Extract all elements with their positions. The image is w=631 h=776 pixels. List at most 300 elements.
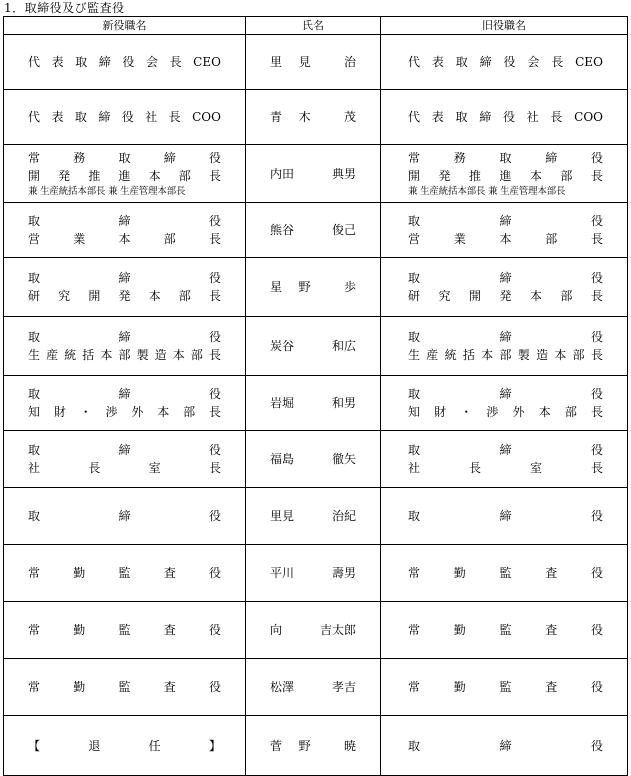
- title-glyph: 代: [28, 110, 41, 124]
- title-glyph: 常: [28, 150, 41, 165]
- new-title-cell: [4, 145, 246, 203]
- title-glyph: 監: [499, 680, 512, 694]
- title-glyph: CEO: [575, 55, 603, 69]
- name-part: 見: [298, 55, 311, 69]
- name-part: 野: [298, 280, 311, 294]
- new-title-cell: [4, 203, 246, 258]
- title-glyph: 監: [499, 623, 512, 637]
- title-glyph: 本: [554, 348, 567, 362]
- new-title-cell: [4, 317, 246, 376]
- new-title-cell: [4, 35, 246, 90]
- name-cell: [246, 431, 381, 488]
- title-glyph: 取: [455, 55, 468, 69]
- name-cell: [246, 602, 381, 659]
- title-glyph: 勤: [453, 623, 466, 637]
- title-glyph: 本: [148, 168, 161, 183]
- title-glyph: 長: [590, 168, 603, 183]
- title-glyph: 監: [499, 566, 512, 580]
- name-part: 岩堀: [270, 396, 295, 410]
- old-title-line: [408, 678, 603, 696]
- name-part: 星: [270, 280, 283, 294]
- title-glyph: 長: [169, 55, 182, 69]
- old-title-line: [408, 403, 603, 421]
- title-glyph: 長: [208, 348, 221, 362]
- new-title-block: [4, 149, 245, 199]
- name-cell: [246, 35, 381, 90]
- title-glyph: 外: [512, 405, 525, 419]
- title-glyph: 締: [98, 55, 111, 69]
- old-title-block: [381, 385, 627, 421]
- new-title-line: [28, 403, 221, 421]
- title-glyph: 役: [590, 387, 603, 401]
- old-title-cell: [381, 90, 628, 145]
- old-title-block: [381, 212, 627, 248]
- old-title-cell: [381, 431, 628, 488]
- title-glyph: 長: [468, 461, 481, 475]
- name-part: 茂: [343, 110, 356, 124]
- new-title-line: [28, 459, 221, 477]
- title-glyph: 役: [121, 110, 134, 124]
- name-part: 歩: [343, 280, 356, 294]
- new-title-cell: [4, 488, 246, 545]
- title-glyph: 長: [208, 232, 221, 246]
- title-glyph: 査: [545, 680, 558, 694]
- title-glyph: 発: [118, 289, 131, 303]
- person-name: [270, 678, 356, 696]
- table-row: [4, 376, 628, 431]
- title-glyph: 締: [118, 443, 131, 457]
- title-glyph: 長: [550, 110, 563, 124]
- new-title-line: [28, 328, 221, 346]
- name-cell: [246, 317, 381, 376]
- title-glyph: 締: [118, 387, 131, 401]
- header-old-title: 旧役職名: [381, 17, 628, 35]
- name-part: 治紀: [331, 509, 356, 523]
- old-title-cell: [381, 488, 628, 545]
- title-glyph: 取: [408, 330, 421, 344]
- title-glyph: 務: [73, 150, 86, 165]
- table-row: [4, 35, 628, 90]
- name-part: 熊谷: [270, 223, 295, 237]
- title-glyph: 渉: [486, 405, 499, 419]
- old-title-line: [408, 564, 603, 582]
- title-glyph: 括: [82, 348, 95, 362]
- title-glyph: 締: [545, 150, 558, 165]
- new-title-line: [28, 441, 221, 459]
- new-title-line: [28, 564, 221, 582]
- title-glyph: 本: [529, 168, 542, 183]
- title-glyph: 部: [572, 348, 585, 362]
- table-row: [4, 203, 628, 258]
- title-glyph: 産: [46, 348, 59, 362]
- new-title-line: [28, 287, 221, 305]
- name-part: 壽男: [331, 566, 356, 580]
- title-glyph: 社: [408, 461, 421, 475]
- name-part: 木: [298, 110, 311, 124]
- old-title-line: [408, 737, 603, 755]
- title-glyph: 【: [28, 738, 41, 753]
- title-glyph: 勤: [453, 566, 466, 580]
- title-glyph: 長: [208, 461, 221, 475]
- title-glyph: 財: [434, 405, 447, 419]
- title-glyph: 発: [438, 168, 451, 183]
- title-glyph: 常: [28, 680, 41, 694]
- title-glyph: 表: [431, 110, 444, 124]
- title-glyph: 部: [564, 405, 577, 419]
- new-title-line: [28, 53, 221, 71]
- title-glyph: 室: [529, 461, 542, 475]
- title-glyph: 査: [163, 566, 176, 580]
- new-title-line: [28, 385, 221, 403]
- title-glyph: 長: [590, 461, 603, 475]
- title-glyph: 役: [590, 680, 603, 694]
- person-name: [270, 278, 356, 296]
- title-glyph: 役: [590, 443, 603, 457]
- title-glyph: 業: [73, 232, 86, 246]
- title-glyph: 常: [408, 566, 421, 580]
- title-glyph: 査: [163, 680, 176, 694]
- old-title-block: [381, 737, 627, 755]
- table-row: [4, 602, 628, 659]
- old-title-line: [408, 621, 603, 639]
- old-title-block: [381, 507, 627, 525]
- new-title-line: [28, 346, 221, 364]
- person-name: [270, 394, 356, 412]
- name-part: 里: [270, 55, 283, 69]
- name-part: 炭谷: [270, 339, 295, 353]
- title-glyph: 締: [118, 271, 131, 285]
- title-glyph: 本: [148, 289, 161, 303]
- new-title-block: [4, 621, 245, 639]
- title-glyph: 究: [438, 289, 451, 303]
- title-glyph: 取: [499, 150, 512, 165]
- title-glyph: 締: [499, 271, 512, 285]
- title-glyph: 取: [28, 271, 41, 285]
- table-row: [4, 90, 628, 145]
- old-title-block: [381, 53, 627, 71]
- title-glyph: 営: [408, 232, 421, 246]
- old-title-cell: [381, 376, 628, 431]
- title-glyph: 常: [408, 680, 421, 694]
- title-glyph: 部: [545, 232, 558, 246]
- title-glyph: 取: [28, 509, 41, 523]
- title-glyph: 役: [208, 150, 221, 165]
- person-name: [270, 337, 356, 355]
- new-title-cell: [4, 376, 246, 431]
- title-glyph: 取: [408, 509, 421, 523]
- person-name: [270, 737, 356, 755]
- old-title-block: [381, 108, 627, 126]
- new-title-block: [4, 385, 245, 421]
- title-glyph: 取: [75, 55, 88, 69]
- old-title-line: [408, 385, 603, 403]
- old-title-line: [408, 441, 603, 459]
- title-glyph: 締: [479, 55, 492, 69]
- new-title-cell: [4, 431, 246, 488]
- person-name: [270, 108, 356, 126]
- title-glyph: 監: [118, 623, 131, 637]
- title-glyph: 締: [499, 509, 512, 523]
- title-glyph: 任: [148, 738, 161, 753]
- title-glyph: 括: [462, 348, 475, 362]
- new-title-block: [4, 212, 245, 248]
- old-title-line: [408, 507, 603, 525]
- name-part: 野: [298, 738, 311, 753]
- title-glyph: 取: [408, 738, 421, 753]
- old-title-line: [408, 167, 603, 185]
- old-title-cell: [381, 203, 628, 258]
- title-glyph: 部: [499, 348, 512, 362]
- name-part: 孝吉: [331, 680, 356, 694]
- title-glyph: ・: [79, 405, 92, 419]
- old-title-cell: [381, 545, 628, 602]
- title-glyph: 取: [455, 110, 468, 124]
- title-glyph: 会: [527, 55, 540, 69]
- title-glyph: 役: [122, 55, 135, 69]
- title-glyph: 部: [178, 168, 191, 183]
- old-title-note: 兼 生産統括本部長 兼 生産管理本部長: [408, 185, 566, 197]
- name-part: 俊己: [331, 223, 356, 237]
- name-cell: [246, 488, 381, 545]
- title-glyph: 表: [51, 55, 64, 69]
- title-glyph: 開: [28, 168, 41, 183]
- title-glyph: 長: [88, 461, 101, 475]
- table-row: [4, 317, 628, 376]
- old-title-block: [381, 269, 627, 305]
- title-glyph: 査: [545, 623, 558, 637]
- title-glyph: 長: [208, 168, 221, 183]
- title-glyph: 推: [468, 168, 481, 183]
- new-title-block: [4, 328, 245, 364]
- title-glyph: 本: [118, 232, 131, 246]
- table-row: [4, 431, 628, 488]
- name-part: 内田: [270, 166, 295, 181]
- title-glyph: 外: [131, 405, 144, 419]
- new-title-block: [4, 108, 245, 126]
- new-title-block: [4, 678, 245, 696]
- old-title-cell: [381, 602, 628, 659]
- old-title-block: [381, 678, 627, 696]
- title-glyph: 勤: [73, 680, 86, 694]
- title-glyph: 社: [526, 110, 539, 124]
- title-glyph: 取: [408, 271, 421, 285]
- title-glyph: 役: [590, 566, 603, 580]
- new-title-block: [4, 564, 245, 582]
- title-glyph: 役: [208, 680, 221, 694]
- title-glyph: 本: [538, 405, 551, 419]
- new-title-cell: [4, 258, 246, 317]
- old-title-line: [408, 230, 603, 248]
- title-glyph: 推: [88, 168, 101, 183]
- title-glyph: ・: [460, 405, 473, 419]
- new-title-note: 兼 生産統括本部長 兼 生産管理本部長: [28, 185, 186, 197]
- title-glyph: 役: [590, 150, 603, 165]
- title-glyph: 取: [28, 443, 41, 457]
- new-title-block: [4, 441, 245, 477]
- new-title-line: [28, 737, 221, 755]
- new-title-line: [28, 167, 221, 185]
- title-glyph: 役: [590, 738, 603, 753]
- name-part: 菅: [270, 738, 283, 753]
- title-glyph: 役: [590, 623, 603, 637]
- old-title-block: [381, 564, 627, 582]
- new-title-block: [4, 507, 245, 525]
- title-glyph: 監: [118, 566, 131, 580]
- title-glyph: 締: [118, 509, 131, 523]
- new-title-cell: [4, 659, 246, 716]
- title-glyph: 究: [58, 289, 71, 303]
- old-title-line: [408, 149, 603, 167]
- name-cell: [246, 659, 381, 716]
- new-title-line: [28, 212, 221, 230]
- title-glyph: 査: [545, 566, 558, 580]
- name-part: 徹矢: [331, 452, 356, 466]
- title-glyph: 締: [98, 110, 111, 124]
- title-glyph: 生: [28, 348, 41, 362]
- title-glyph: 部: [118, 348, 131, 362]
- title-glyph: 代: [408, 110, 421, 124]
- name-part: 里見: [270, 509, 295, 523]
- name-part: 典男: [331, 166, 356, 181]
- table-header-row: [4, 17, 628, 35]
- old-title-line: [408, 53, 603, 71]
- title-glyph: 本: [100, 348, 113, 362]
- title-glyph: COO: [192, 110, 221, 124]
- title-glyph: COO: [574, 110, 603, 124]
- name-part: 和広: [331, 339, 356, 353]
- title-glyph: 締: [163, 150, 176, 165]
- title-glyph: 社: [28, 461, 41, 475]
- new-title-block: [4, 737, 245, 755]
- title-glyph: 役: [208, 214, 221, 228]
- title-glyph: 取: [28, 387, 41, 401]
- new-title-cell: [4, 90, 246, 145]
- officer-table: [3, 16, 628, 776]
- title-glyph: 発: [499, 289, 512, 303]
- title-glyph: 製: [517, 348, 530, 362]
- title-glyph: 取: [408, 387, 421, 401]
- title-glyph: 査: [163, 623, 176, 637]
- title-glyph: 進: [118, 168, 131, 183]
- title-glyph: CEO: [193, 55, 221, 69]
- title-glyph: 本: [157, 405, 170, 419]
- title-glyph: 役: [590, 271, 603, 285]
- title-glyph: 役: [208, 509, 221, 523]
- title-glyph: 長: [208, 289, 221, 303]
- new-title-line: [28, 269, 221, 287]
- title-glyph: 取: [118, 150, 131, 165]
- person-name: [270, 450, 356, 468]
- title-glyph: 締: [499, 443, 512, 457]
- title-glyph: 渉: [105, 405, 118, 419]
- title-glyph: 部: [190, 348, 203, 362]
- old-title-block: [381, 328, 627, 364]
- title-glyph: 締: [118, 214, 131, 228]
- old-title-line: [408, 212, 603, 230]
- name-part: 治: [343, 55, 356, 69]
- title-glyph: 産: [426, 348, 439, 362]
- table-row: [4, 659, 628, 716]
- title-glyph: 締: [118, 330, 131, 344]
- title-glyph: 取: [408, 214, 421, 228]
- table-row: [4, 545, 628, 602]
- table-row: [4, 145, 628, 203]
- person-name: [270, 507, 356, 525]
- header-new-title: 新役職名: [4, 17, 246, 35]
- new-title-line: [28, 507, 221, 525]
- person-name: [270, 621, 356, 639]
- new-title-line: [28, 149, 221, 167]
- title-glyph: 役: [503, 55, 516, 69]
- name-part: 和男: [331, 396, 356, 410]
- title-glyph: 部: [560, 168, 573, 183]
- title-glyph: 室: [148, 461, 161, 475]
- new-title-cell: [4, 545, 246, 602]
- title-glyph: 勤: [73, 623, 86, 637]
- title-glyph: 造: [154, 348, 167, 362]
- title-glyph: 締: [479, 110, 492, 124]
- title-glyph: 監: [118, 680, 131, 694]
- old-title-line: [408, 269, 603, 287]
- title-glyph: 部: [183, 405, 196, 419]
- old-title-block: [381, 149, 627, 199]
- name-cell: [246, 90, 381, 145]
- new-title-block: [4, 269, 245, 305]
- name-cell: [246, 376, 381, 431]
- title-glyph: 長: [168, 110, 181, 124]
- name-part: 福島: [270, 452, 295, 466]
- new-title-line: [28, 678, 221, 696]
- title-glyph: 勤: [453, 680, 466, 694]
- title-glyph: 業: [453, 232, 466, 246]
- title-glyph: 役: [502, 110, 515, 124]
- title-glyph: 役: [590, 330, 603, 344]
- old-title-cell: [381, 659, 628, 716]
- old-title-cell: [381, 258, 628, 317]
- table-row: [4, 488, 628, 545]
- title-glyph: 締: [499, 214, 512, 228]
- title-glyph: 取: [74, 110, 87, 124]
- person-name: [270, 53, 356, 71]
- old-title-line: [408, 459, 603, 477]
- old-title-line: [408, 108, 603, 126]
- title-glyph: 開: [408, 168, 421, 183]
- person-name: [270, 564, 356, 582]
- title-glyph: 退: [88, 738, 101, 753]
- title-glyph: 開: [468, 289, 481, 303]
- title-glyph: 締: [499, 387, 512, 401]
- old-title-line: [408, 346, 603, 364]
- title-glyph: 研: [408, 289, 421, 303]
- title-glyph: 統: [444, 348, 457, 362]
- new-title-line: [28, 621, 221, 639]
- title-glyph: 取: [28, 214, 41, 228]
- name-part: 平川: [270, 566, 295, 580]
- title-glyph: 長: [590, 348, 603, 362]
- title-glyph: 長: [590, 232, 603, 246]
- table-row: [4, 258, 628, 317]
- title-glyph: 生: [408, 348, 421, 362]
- title-glyph: 表: [431, 55, 444, 69]
- title-glyph: 知: [408, 405, 421, 419]
- title-glyph: 本: [529, 289, 542, 303]
- name-cell: [246, 145, 381, 203]
- title-glyph: 会: [145, 55, 158, 69]
- title-glyph: 本: [481, 348, 494, 362]
- title-glyph: 部: [560, 289, 573, 303]
- title-glyph: 発: [58, 168, 71, 183]
- title-glyph: 常: [28, 566, 41, 580]
